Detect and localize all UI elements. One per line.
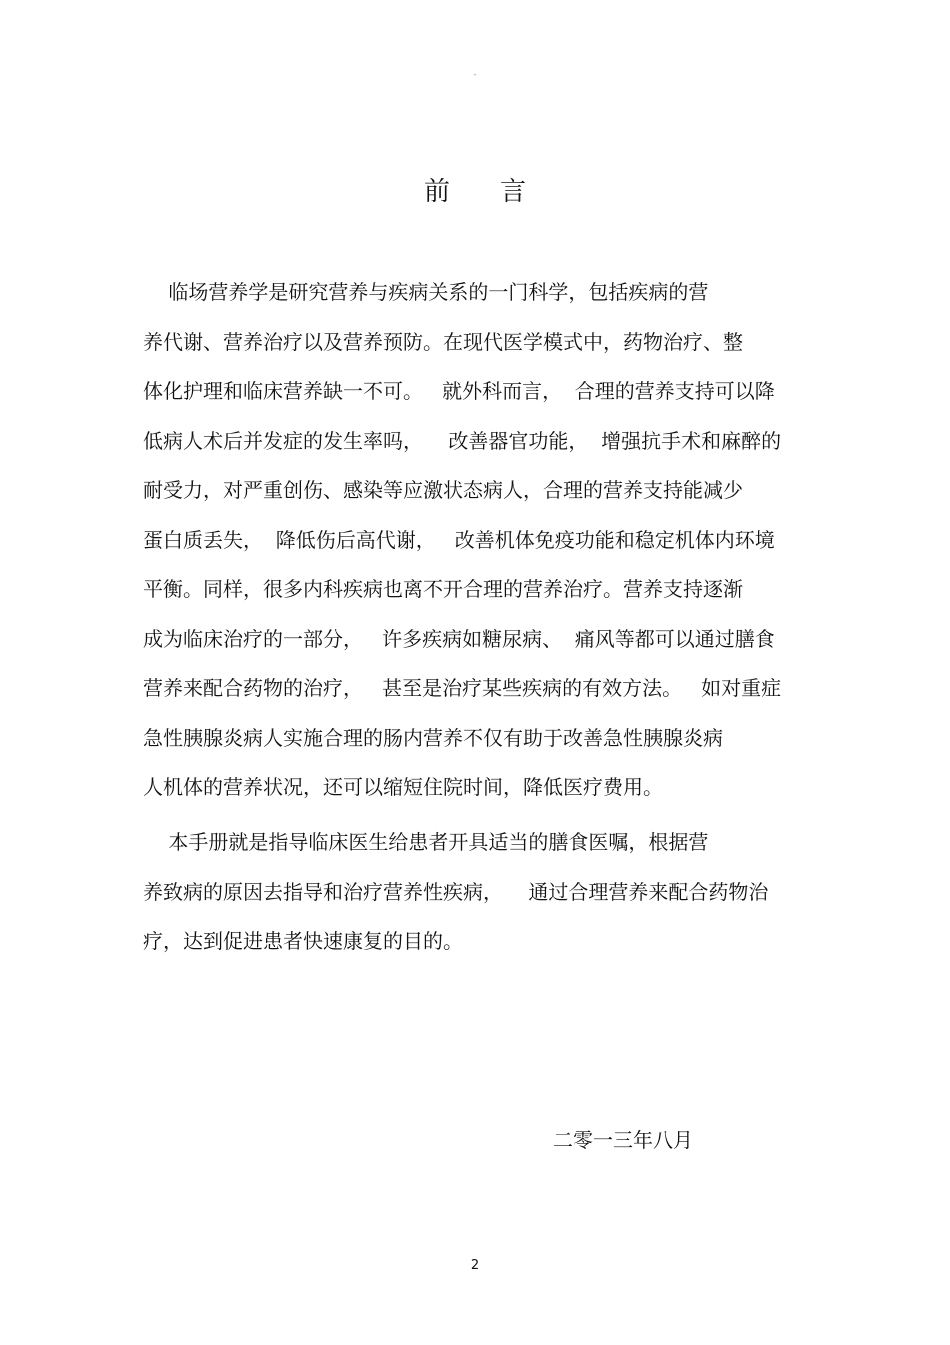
page-number: 2 [470, 1258, 480, 1273]
paragraph-line: 低病人术后并发症的发生率吗， 改善器官功能， 增强抗手术和麻醉的 [143, 428, 782, 453]
paragraph-line: 养致病的原因去指导和治疗营养性疾病， 通过合理营养来配合药物治 [143, 879, 769, 904]
page-title: 前言 [423, 177, 576, 207]
signature-date: 二零一三年八月 [553, 1128, 693, 1152]
paragraph-line: 耐受力，对严重创伤、感染等应激状态病人，合理的营养支持能减少 [143, 478, 743, 502]
paragraph-line: 临场营养学是研究营养与疾病关系的一门科学，包括疾病的营 [143, 280, 709, 304]
preface-paragraph-1 [143, 268, 823, 813]
paragraph-line: 本手册就是指导临床医生给患者开具适当的膳食医嘱，根据营 [143, 830, 709, 854]
header-mark: - [473, 70, 477, 80]
paragraph-line: 疗，达到促进患者快速康复的目的。 [143, 929, 463, 953]
paragraph-line: 营养来配合药物的治疗， 甚至是治疗某些疾病的有效方法。 如对重症 [143, 676, 782, 700]
preface-paragraph-2 [143, 818, 823, 967]
paragraph-line: 成为临床治疗的一部分， 许多疾病如糖尿病、 痛风等都可以通过膳食 [143, 626, 775, 651]
paragraph-line: 体化护理和临床营养缺一不可。 就外科而言， 合理的营养支持可以降 [143, 379, 775, 403]
paragraph-line: 平衡。同样，很多内科疾病也离不开合理的营养治疗。营养支持逐渐 [143, 577, 743, 601]
paragraph-line: 人机体的营养状况，还可以缩短住院时间，降低医疗费用。 [143, 775, 663, 799]
paragraph-line: 蛋白质丢失， 降低伤后高代谢， 改善机体免疫功能和稳定机体内环境 [143, 527, 775, 552]
paragraph-line: 养代谢、营养治疗以及营养预防。在现代医学模式中，药物治疗、整 [143, 329, 743, 354]
paragraph-line: 急性胰腺炎病人实施合理的肠内营养不仅有助于改善急性胰腺炎病 [143, 725, 723, 750]
